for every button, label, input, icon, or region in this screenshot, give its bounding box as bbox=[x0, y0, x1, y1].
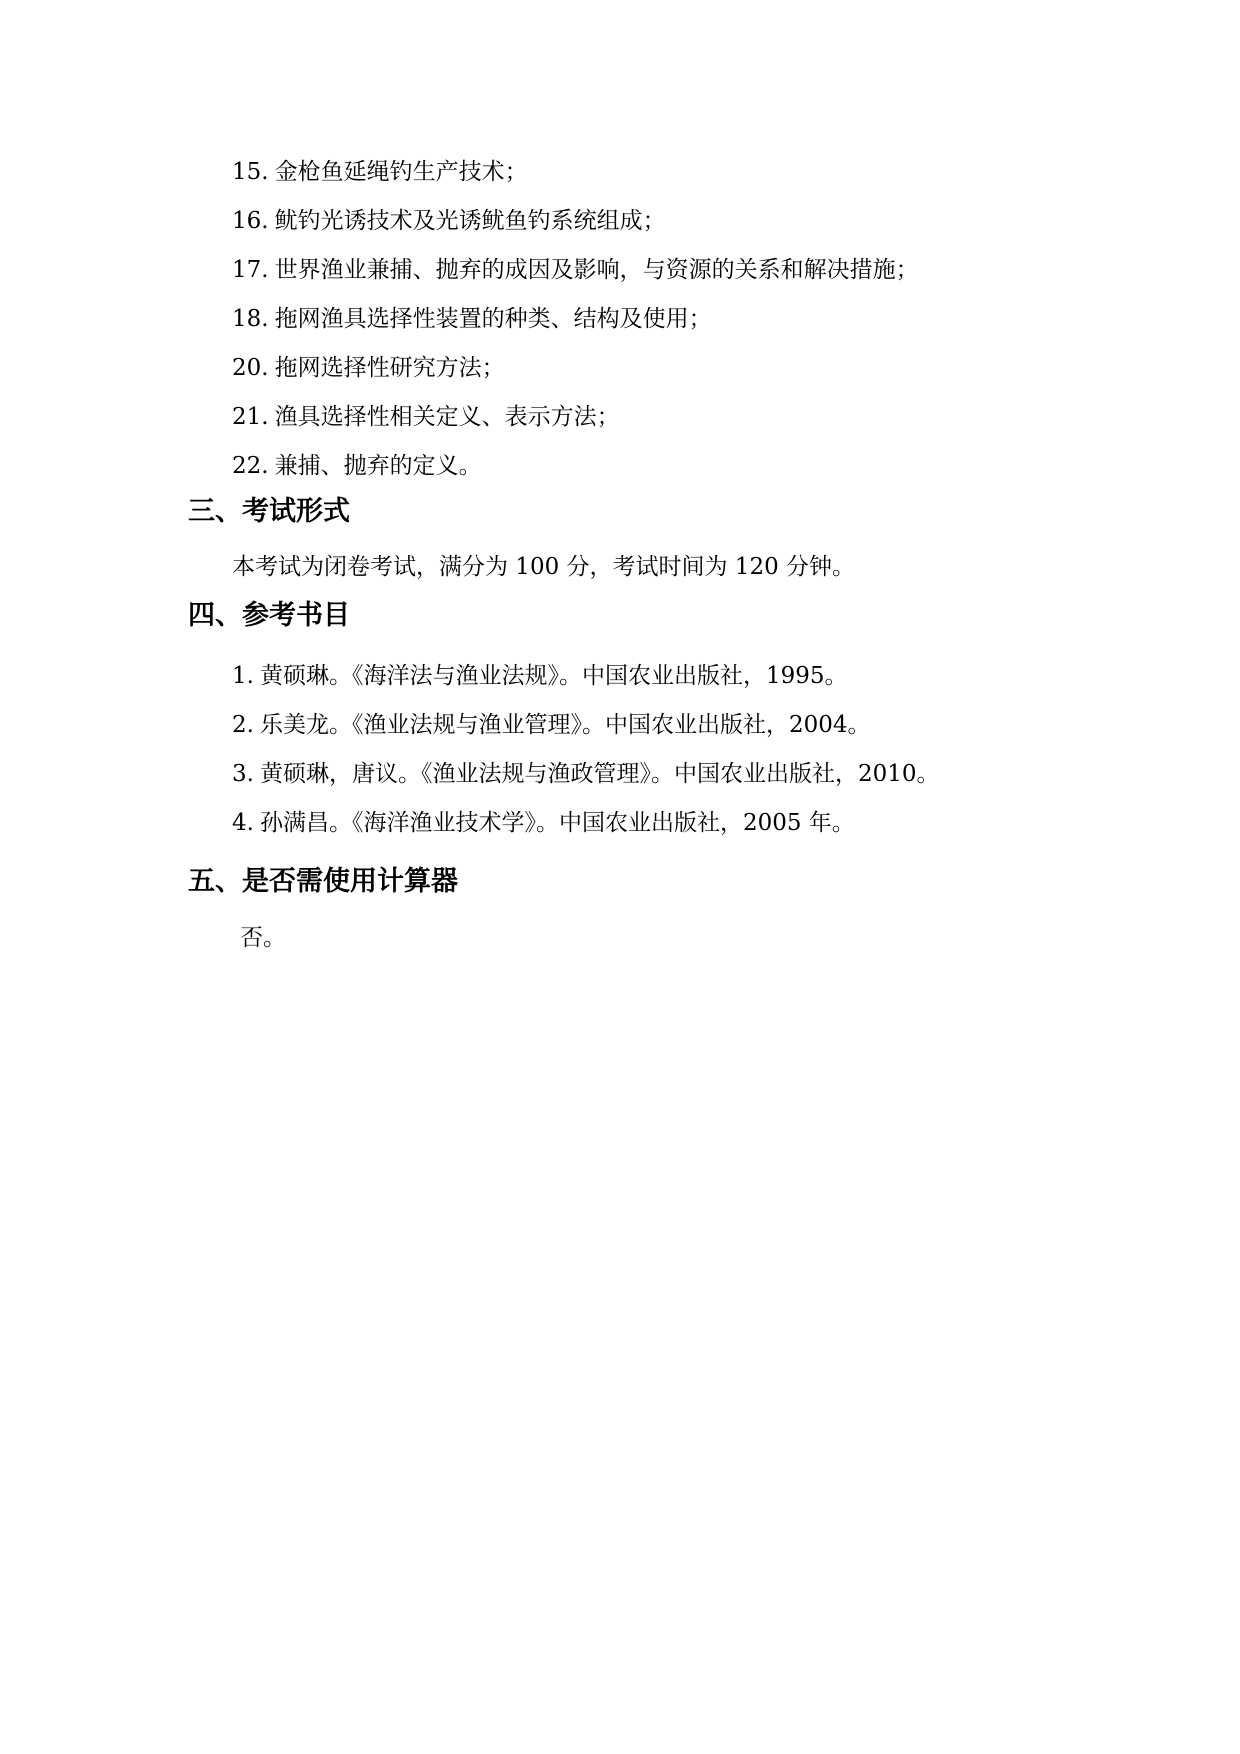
item-text: 孙满昌。《海洋渔业技术学》。中国农业出版社，2005 年。 bbox=[259, 810, 855, 836]
list-item bbox=[232, 750, 940, 799]
item-text: 黄硕琳，唐议。《渔业法规与渔政管理》。中国农业出版社，2010。 bbox=[259, 761, 940, 787]
calculator-answer: 否。 bbox=[240, 925, 286, 951]
item-number: 22. bbox=[232, 453, 269, 479]
list-item bbox=[232, 652, 940, 701]
list-item bbox=[232, 442, 919, 491]
section-heading-calculator: 五、是否需使用计算器 bbox=[188, 866, 458, 897]
list-item bbox=[232, 393, 919, 442]
exam-format-text: 本考试为闭卷考试，满分为 100 分，考试时间为 120 分钟。 bbox=[232, 554, 856, 580]
item-text: 鱿钓光诱技术及光诱鱿鱼钓系统组成； bbox=[274, 208, 666, 234]
item-text: 拖网选择性研究方法； bbox=[274, 355, 505, 381]
topic-list bbox=[232, 148, 919, 491]
section-heading-references: 四、参考书目 bbox=[188, 600, 350, 631]
item-number: 18. bbox=[232, 306, 269, 332]
list-item bbox=[232, 799, 940, 848]
item-number: 20. bbox=[232, 355, 269, 381]
item-number: 2. bbox=[232, 712, 254, 738]
item-number: 21. bbox=[232, 404, 269, 430]
list-item bbox=[232, 148, 919, 197]
reference-list bbox=[232, 652, 940, 848]
list-item bbox=[232, 701, 940, 750]
item-text: 黄硕琳。《海洋法与渔业法规》。中国农业出版社，1995。 bbox=[259, 663, 848, 689]
item-number: 1. bbox=[232, 663, 254, 689]
list-item bbox=[232, 246, 919, 295]
list-item bbox=[232, 197, 919, 246]
item-number: 3. bbox=[232, 761, 254, 787]
item-text: 金枪鱼延绳钓生产技术； bbox=[274, 159, 528, 185]
list-item bbox=[232, 344, 919, 393]
item-text: 拖网渔具选择性装置的种类、结构及使用； bbox=[274, 306, 712, 332]
item-text: 世界渔业兼捕、抛弃的成因及影响，与资源的关系和解决措施； bbox=[274, 257, 919, 283]
item-text: 渔具选择性相关定义、表示方法； bbox=[274, 404, 620, 430]
section-heading-exam-format: 三、考试形式 bbox=[188, 496, 350, 527]
item-number: 17. bbox=[232, 257, 269, 283]
item-text: 乐美龙。《渔业法规与渔业管理》。中国农业出版社，2004。 bbox=[259, 712, 871, 738]
item-number: 4. bbox=[232, 810, 254, 836]
list-item bbox=[232, 295, 919, 344]
item-number: 15. bbox=[232, 159, 269, 185]
item-number: 16. bbox=[232, 208, 269, 234]
item-text: 兼捕、抛弃的定义。 bbox=[274, 453, 482, 479]
